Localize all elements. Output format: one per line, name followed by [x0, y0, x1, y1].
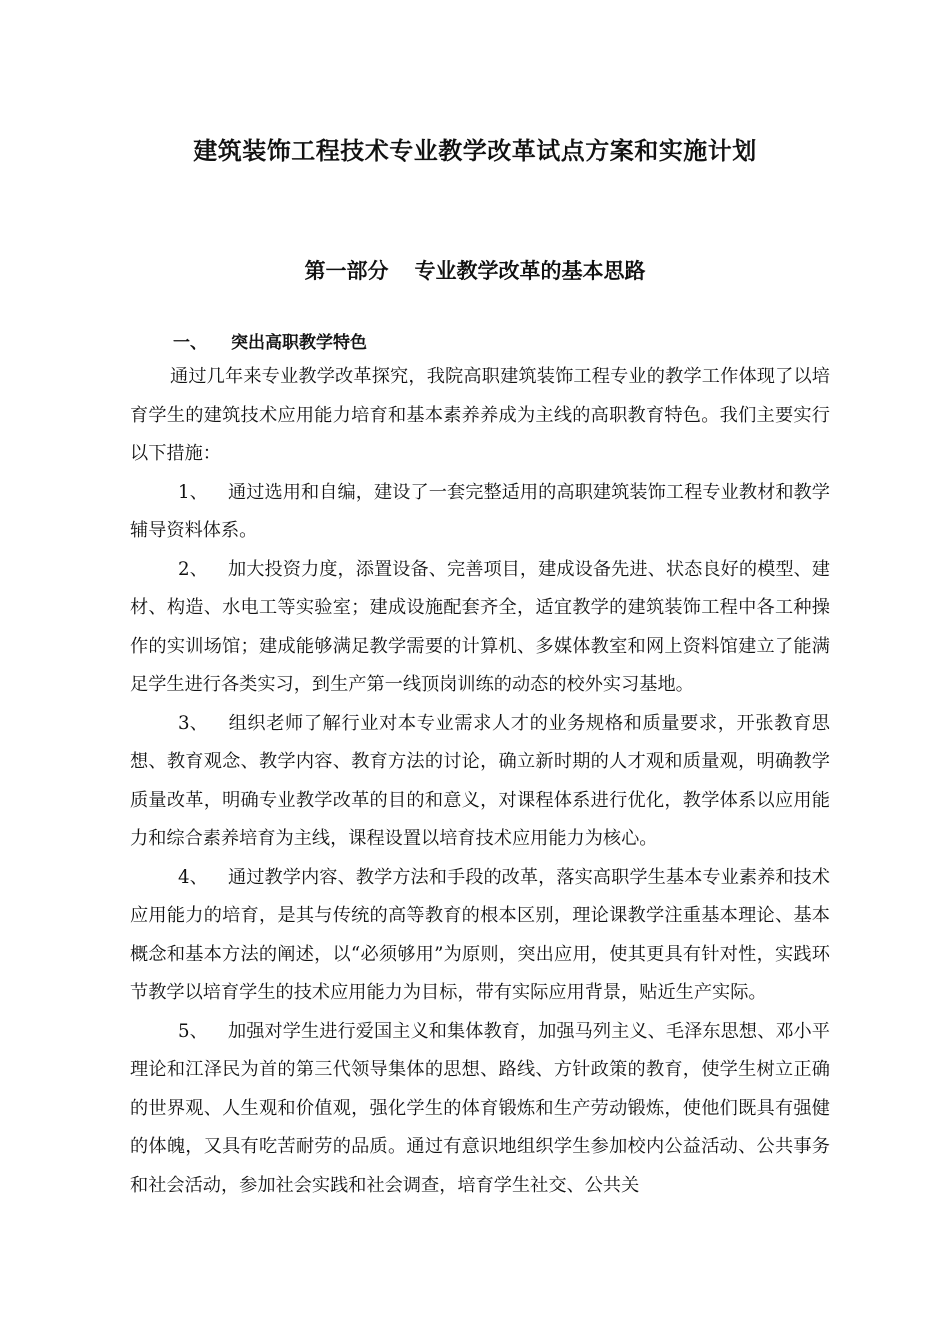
list-item: [130, 474, 830, 551]
section-title: 突出高职教学特色: [231, 333, 367, 353]
list-item: [130, 551, 830, 705]
list-item-text: 加大投资力度，添置设备、完善项目，建成设备先进、状态良好的模型、建材、构造、水电工等实验室；建成设施配套齐全，适宜教学的建筑装饰工程中各工种操作的实训场馆；建成能够满足教学需要的计算机、多媒体教室和网上资料馆建立了能满足学生进行各类实习，到生产第一线顶岗训练的动态的校外实习基地。: [130, 558, 830, 695]
list-item: [130, 1013, 830, 1206]
part-title: 专业教学改革的基本思路: [414, 258, 646, 283]
section-number: 一、: [173, 333, 207, 353]
list-item-text: 组织老师了解行业对本专业需求人才的业务规格和质量要求，开张教育思想、教育观念、教学内容、教育方法的讨论，确立新时期的人才观和质量观，明确教学质量改革，明确专业教学改革的目的和意义，对课程体系进行优化，教学体系以应用能力和综合素养培育为主线，课程设置以培育技术应用能力为核心。: [130, 712, 830, 849]
part-heading: [0, 255, 950, 285]
list-item-text: 加强对学生进行爱国主义和集体教育，加强马列主义、毛泽东思想、邓小平理论和江泽民为首的第三代领导集体的思想、路线、方针政策的教育，使学生树立正确的世界观、人生观和价值观，强化学生的体育锻炼和生产劳动锻炼，使他们既具有强健的体魄，又具有吃苦耐劳的品质。通过有意识地组织学生参加校内公益活动、公共事务和社会活动，参加社会实践和社会调查，培育学生社交、公共关: [130, 1020, 830, 1196]
list-item: [130, 859, 830, 1013]
list-item-number: 2、: [178, 558, 208, 580]
document-body: [130, 358, 830, 1205]
intro-paragraph: 通过几年来专业教学改革探究，我院高职建筑装饰工程专业的教学工作体现了以培育学生的建筑技术应用能力培育和基本素养养成为主线的高职教育特色。我们主要实行以下措施：: [130, 366, 830, 464]
section-heading: [173, 328, 367, 353]
list-item-number: 5、: [178, 1020, 208, 1042]
list-item-number: 4、: [178, 866, 208, 888]
list-item-text: 通过教学内容、教学方法和手段的改革，落实高职学生基本专业素养和技术应用能力的培育，是其与传统的高等教育的根本区别，理论课教学注重基本理论、基本概念和基本方法的阐述，以“必须够用”为原则，突出应用，使其更具有针对性，实践环节教学以培育学生的技术应用能力为目标，带有实际应用背景，贴近生产实际。: [130, 866, 830, 1003]
list-item-text: 通过选用和自编，建设了一套完整适用的高职建筑装饰工程专业教材和教学辅导资料体系。: [130, 481, 830, 541]
list-item: [130, 705, 830, 859]
list-item-number: 3、: [178, 712, 208, 734]
list-item-number: 1、: [178, 481, 208, 503]
part-number: 第一部分: [304, 258, 389, 283]
document-title: 建筑装饰工程技术专业教学改革试点方案和实施计划: [193, 136, 757, 165]
